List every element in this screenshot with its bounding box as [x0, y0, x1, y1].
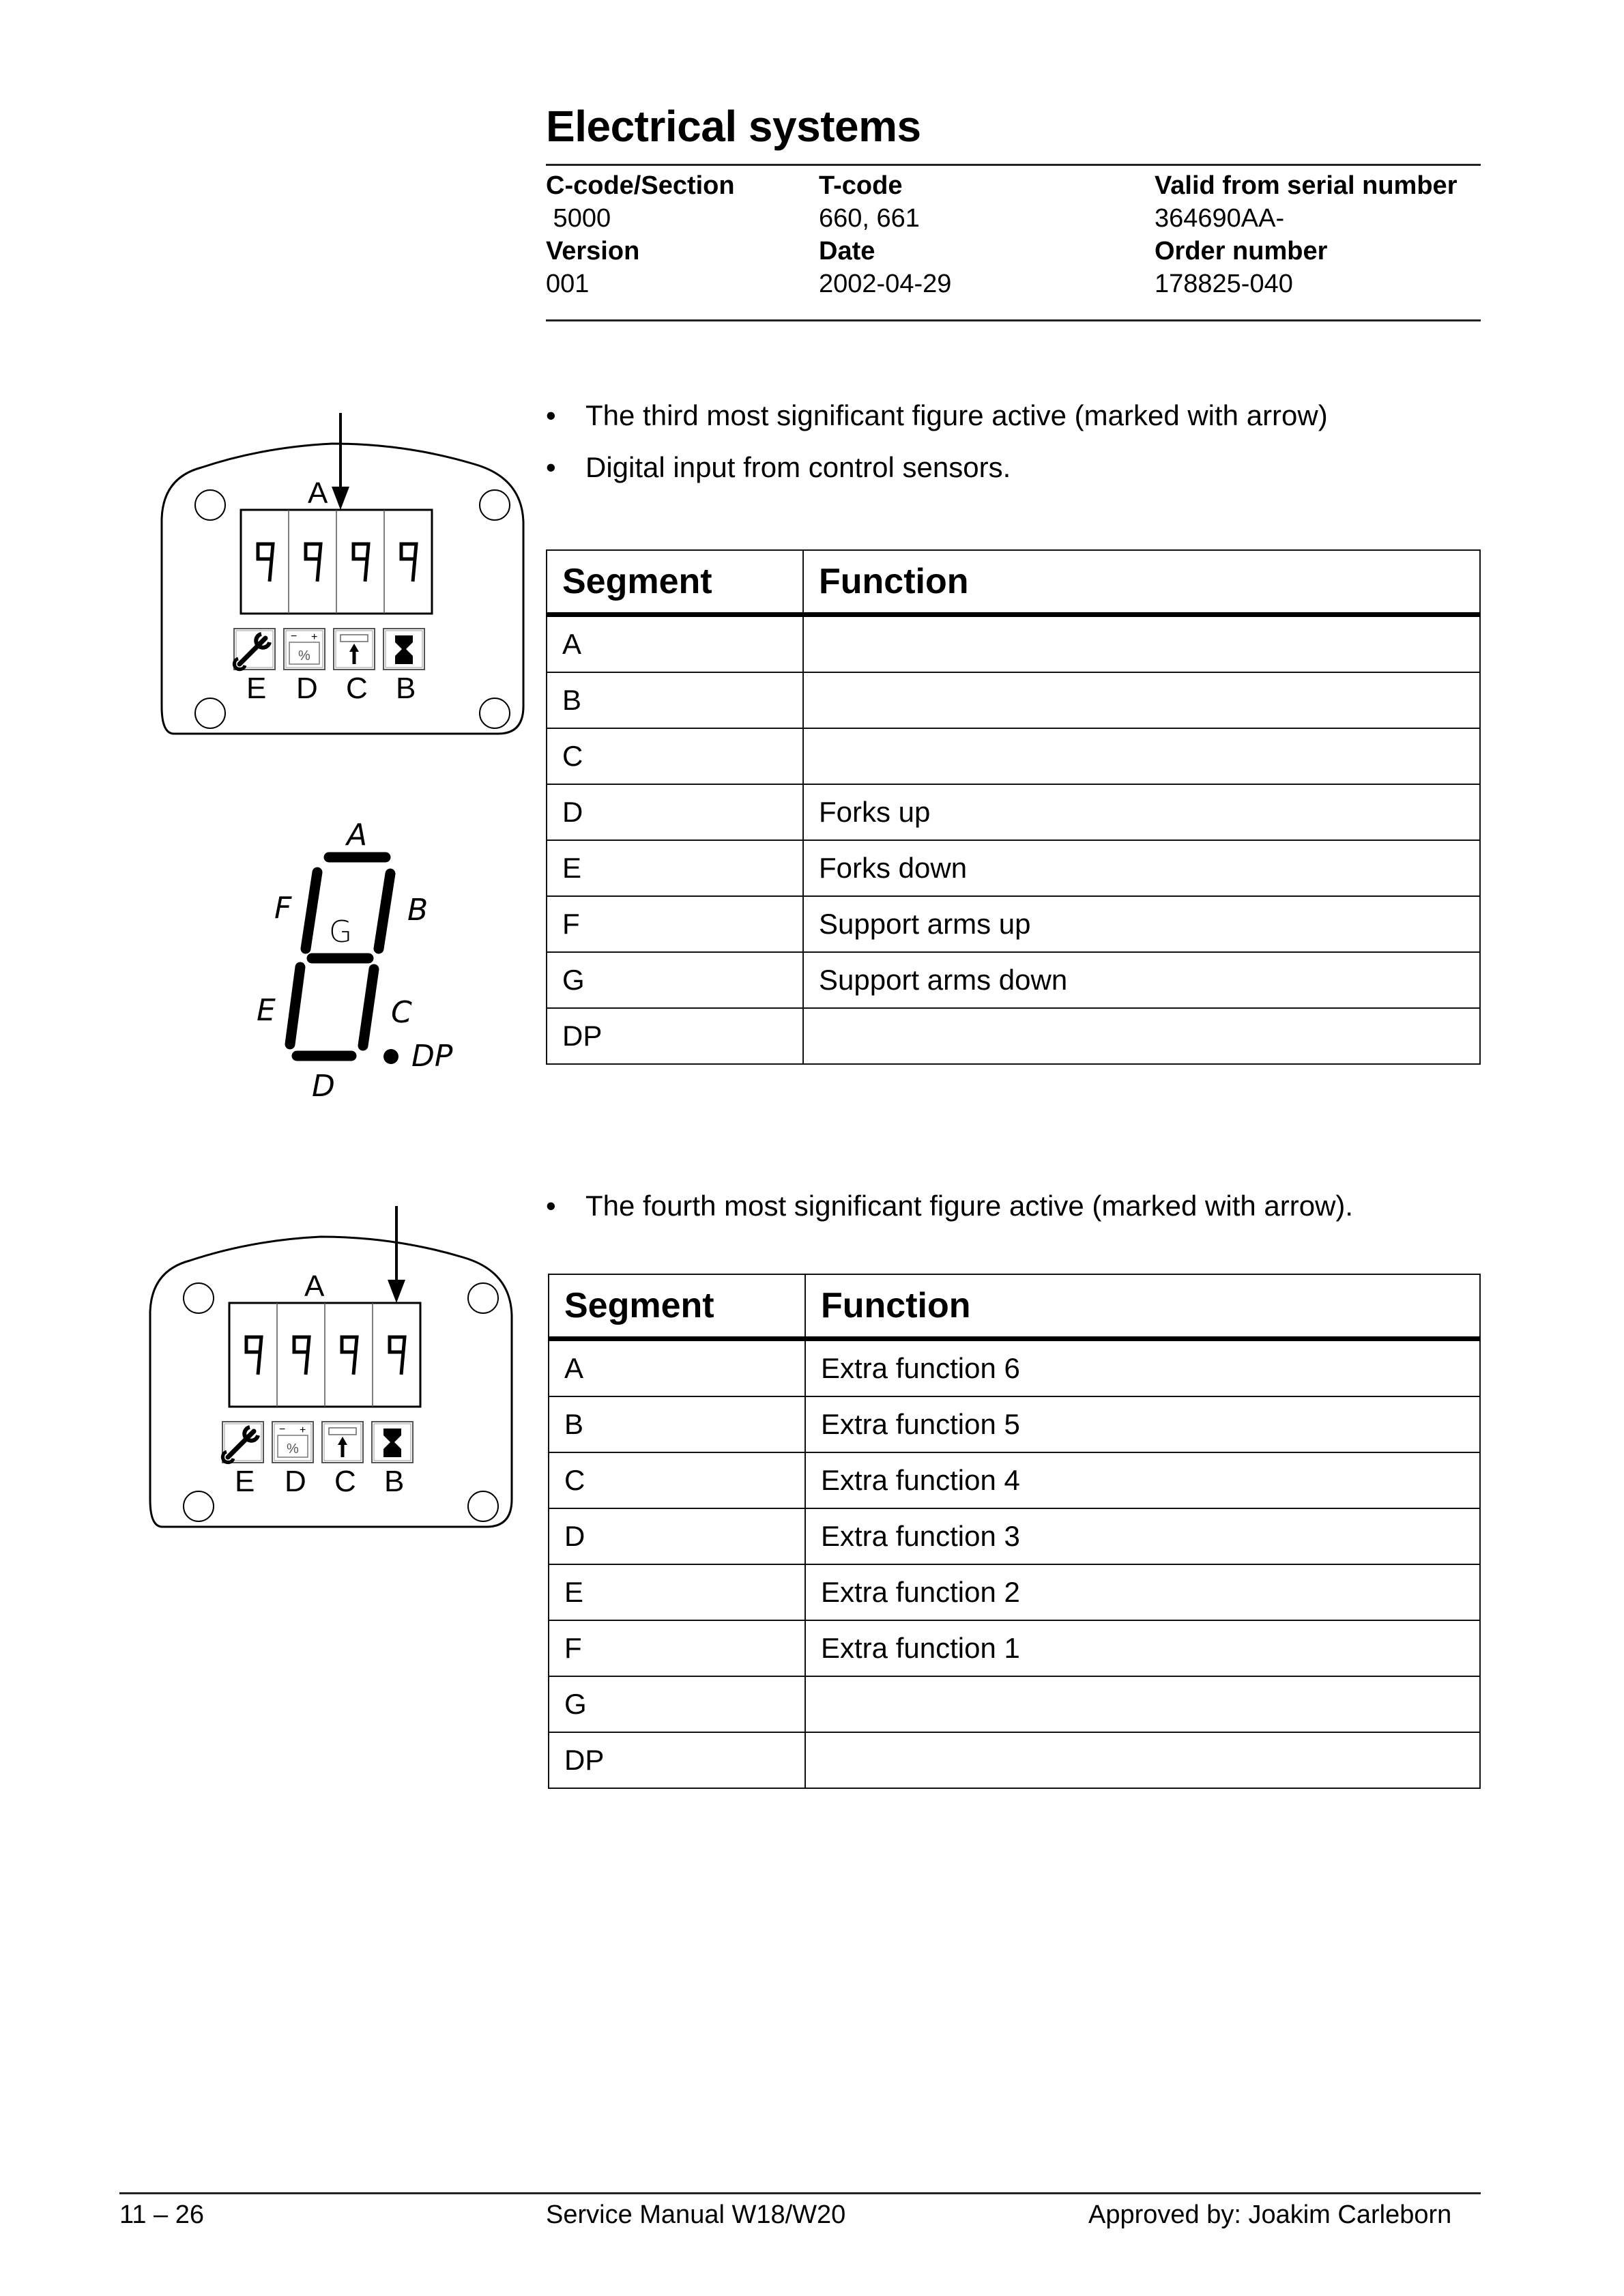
table-row — [549, 1396, 1480, 1452]
lift-arrow-icon — [322, 1422, 363, 1463]
icon-label: B — [396, 672, 416, 705]
bullet-icon: • — [546, 451, 556, 483]
segment-cell: B — [547, 672, 803, 728]
table-row — [549, 1452, 1480, 1508]
segment-cell: F — [549, 1620, 805, 1676]
function-cell — [805, 1732, 1480, 1788]
lift-arrow-icon — [334, 629, 375, 670]
table-row — [549, 1676, 1480, 1732]
function-cell: Extra function 3 — [805, 1508, 1480, 1564]
table-row — [547, 952, 1480, 1008]
battery-percent-icon — [284, 629, 325, 670]
column-header-function: Function — [805, 1274, 1480, 1339]
mounting-hole-icon — [468, 1283, 498, 1313]
segment-e — [290, 967, 300, 1044]
seg-label-b: B — [407, 893, 429, 928]
header-bottom-rule — [546, 319, 1481, 321]
bullet-text: The third most significant figure active (marked with arrow) — [585, 399, 1328, 431]
table-row — [547, 1008, 1480, 1064]
seg-label-d: D — [312, 1069, 335, 1104]
table-header-row — [549, 1274, 1480, 1339]
segment-cell: D — [549, 1508, 805, 1564]
hourglass-icon — [372, 1422, 413, 1463]
segment-b — [379, 874, 390, 949]
icon-label: E — [246, 672, 267, 705]
display-panel-illustration — [154, 413, 536, 761]
table-row — [549, 1620, 1480, 1676]
function-cell: Extra function 2 — [805, 1564, 1480, 1620]
function-cell — [803, 1008, 1480, 1064]
icon-label: B — [384, 1465, 405, 1498]
battery-plus-label: + — [300, 1424, 306, 1436]
seg-label-dp: DP — [411, 1039, 453, 1074]
function-cell — [803, 728, 1480, 784]
seg-label-e: E — [257, 993, 276, 1028]
function-cell: Extra function 1 — [805, 1620, 1480, 1676]
meta-value-tcode: 660, 661 — [819, 204, 920, 233]
meta-value-order: 178825-040 — [1155, 270, 1293, 298]
table-header-row — [547, 550, 1480, 615]
icon-label: E — [235, 1465, 255, 1498]
function-cell — [805, 1676, 1480, 1732]
table-row — [549, 1508, 1480, 1564]
meta-value-serial: 364690AA- — [1155, 204, 1285, 233]
table-row — [547, 840, 1480, 896]
segment-f — [306, 872, 317, 949]
meta-label-date: Date — [819, 237, 875, 266]
segment-dp — [383, 1049, 398, 1064]
segment-cell: C — [547, 728, 803, 784]
battery-percent-icon — [272, 1422, 313, 1463]
segment-function-table-2 — [548, 1274, 1481, 1789]
icon-label: C — [334, 1465, 356, 1498]
footer-approved-by: Approved by: Joakim Carleborn — [1088, 2200, 1452, 2229]
display-panel-illustration — [142, 1206, 524, 1554]
wrench-icon — [234, 629, 275, 670]
bullet-text: The fourth most significant figure active (marked with arrow). — [585, 1190, 1354, 1222]
footer-rule — [119, 2192, 1481, 2194]
seg-label-g: G — [329, 915, 353, 949]
meta-label-version: Version — [546, 237, 640, 266]
icon-label: C — [346, 672, 368, 705]
segment-function-table-1 — [546, 549, 1481, 1065]
mounting-hole-icon — [195, 490, 225, 520]
seg-label-c: C — [391, 995, 412, 1030]
table-row — [547, 896, 1480, 952]
segment-cell: A — [549, 1339, 805, 1397]
table-row — [547, 784, 1480, 840]
segment-cell: B — [549, 1396, 805, 1452]
panel-label-a: A — [304, 1269, 325, 1303]
arrow-head-icon — [388, 1280, 405, 1303]
table-row — [547, 615, 1480, 673]
meta-value-ccode: 5000 — [546, 204, 611, 233]
segment-cell: E — [549, 1564, 805, 1620]
icon-label: D — [296, 672, 318, 705]
meta-label-serial: Valid from serial number — [1155, 171, 1458, 200]
bullet-text: Digital input from control sensors. — [585, 451, 1011, 483]
function-cell: Forks up — [803, 784, 1480, 840]
mounting-hole-icon — [195, 698, 225, 728]
panel-label-a: A — [308, 476, 328, 510]
mounting-hole-icon — [184, 1283, 214, 1313]
battery-percent-label: % — [287, 1441, 299, 1456]
battery-minus-label: − — [279, 1424, 286, 1435]
segment-cell: F — [547, 896, 803, 952]
seg-label-f: F — [274, 891, 292, 925]
segment-cell: A — [547, 615, 803, 673]
function-cell: Support arms down — [803, 952, 1480, 1008]
seven-segment-diagram — [232, 805, 464, 1106]
hourglass-icon — [383, 629, 424, 670]
segment-cell: G — [549, 1676, 805, 1732]
segment-cell: DP — [547, 1008, 803, 1064]
column-header-segment: Segment — [547, 550, 803, 615]
mounting-hole-icon — [480, 490, 510, 520]
table-row — [549, 1339, 1480, 1397]
header-top-rule — [546, 164, 1481, 166]
function-cell — [803, 672, 1480, 728]
function-cell: Support arms up — [803, 896, 1480, 952]
footer-page-number: 11 – 26 — [119, 2200, 204, 2229]
table-row — [547, 672, 1480, 728]
page-title: Electrical systems — [546, 102, 921, 151]
segment-c — [363, 969, 374, 1046]
battery-percent-label: % — [298, 648, 310, 663]
bullet-item — [546, 1190, 1353, 1222]
column-header-function: Function — [803, 550, 1480, 615]
meta-label-tcode: T-code — [819, 171, 903, 200]
meta-value-date: 2002-04-29 — [819, 270, 952, 298]
meta-label-order: Order number — [1155, 237, 1328, 266]
mounting-hole-icon — [184, 1491, 214, 1521]
footer-manual-title: Service Manual W18/W20 — [546, 2200, 846, 2229]
mounting-hole-icon — [480, 698, 510, 728]
battery-minus-label: − — [291, 631, 298, 642]
wrench-icon — [222, 1422, 263, 1463]
seg-label-a: A — [347, 818, 368, 852]
bullet-item — [546, 451, 1011, 484]
table-row — [549, 1732, 1480, 1788]
meta-label-ccode: C-code/Section — [546, 171, 735, 200]
function-cell: Forks down — [803, 840, 1480, 896]
function-cell: Extra function 5 — [805, 1396, 1480, 1452]
function-cell — [803, 615, 1480, 673]
battery-plus-label: + — [311, 631, 318, 643]
bullet-icon: • — [546, 1190, 556, 1222]
segment-cell: G — [547, 952, 803, 1008]
function-cell: Extra function 4 — [805, 1452, 1480, 1508]
segment-cell: E — [547, 840, 803, 896]
bullet-item — [546, 399, 1328, 432]
function-cell: Extra function 6 — [805, 1339, 1480, 1397]
meta-value-version: 001 — [546, 270, 590, 298]
column-header-segment: Segment — [549, 1274, 805, 1339]
segment-cell: D — [547, 784, 803, 840]
segment-cell: C — [549, 1452, 805, 1508]
arrow-head-icon — [332, 487, 349, 510]
bullet-icon: • — [546, 399, 556, 431]
table-row — [549, 1564, 1480, 1620]
icon-label: D — [285, 1465, 306, 1498]
table-row — [547, 728, 1480, 784]
mounting-hole-icon — [468, 1491, 498, 1521]
segment-cell: DP — [549, 1732, 805, 1788]
